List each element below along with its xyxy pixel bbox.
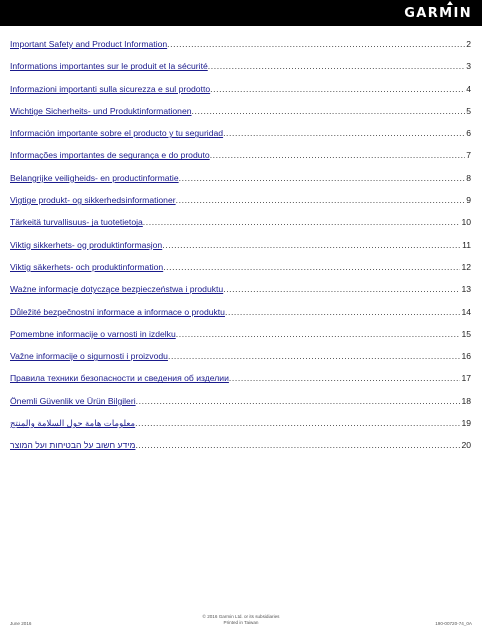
toc-entry-title[interactable]: Vigtige produkt- og sikkerhedsinformationer — [10, 195, 176, 206]
logo-text: GARMIN — [404, 6, 472, 21]
toc-entry-page: 18 — [461, 395, 471, 406]
toc-entry[interactable] — [10, 38, 471, 60]
toc-entry-title[interactable]: Informations importantes sur le produit et la sécurité — [10, 61, 208, 72]
toc-entry-title[interactable]: معلومات هامة حول السلامة والمنتج — [10, 418, 136, 429]
toc-leader-dots — [176, 194, 466, 206]
footer-date: June 2016 — [10, 621, 32, 626]
toc-entry-page: 15 — [461, 328, 471, 339]
toc-entry[interactable] — [10, 417, 471, 439]
toc-entry-page: 12 — [461, 261, 471, 272]
toc-leader-dots — [168, 350, 460, 362]
toc-entry[interactable] — [10, 194, 471, 216]
toc-entry[interactable] — [10, 149, 471, 171]
footer-part-number: 190-00720-74_0A — [435, 621, 472, 626]
toc-entry-title[interactable]: Informações importantes de segurança e do produto — [10, 150, 210, 161]
header-bar — [0, 0, 482, 26]
toc-entry-title[interactable]: Ważne informacje dotyczące bezpieczeństwa i produktu — [10, 284, 224, 295]
toc-leader-dots — [162, 239, 461, 251]
toc-entry-title[interactable]: Información importante sobre el producto y tu seguridad — [10, 128, 224, 139]
toc-leader-dots — [225, 306, 460, 318]
toc-entry-title[interactable]: מידע חשוב על הבטיחות ועל המוצר — [10, 440, 136, 451]
footer-center — [0, 614, 482, 626]
toc-entry-title[interactable]: Important Safety and Product Information — [10, 39, 168, 49]
toc-leader-dots — [223, 283, 460, 295]
toc-entry-page: 3 — [466, 61, 471, 72]
toc-entry[interactable] — [10, 60, 471, 82]
toc-entry[interactable] — [10, 261, 471, 283]
toc-entry[interactable] — [10, 306, 471, 328]
toc-entry-page: 11 — [462, 239, 471, 250]
toc-entry[interactable] — [10, 350, 471, 372]
toc-leader-dots — [176, 328, 461, 340]
toc-entry[interactable] — [10, 283, 471, 305]
toc-leader-dots — [192, 105, 466, 117]
toc-entry-page: 9 — [466, 195, 471, 206]
toc-leader-dots — [163, 261, 460, 273]
toc-entry-title[interactable]: Informazioni importanti sulla sicurezza e sul prodotto — [10, 83, 211, 94]
toc-leader-dots — [167, 38, 465, 50]
footer-copyright: © 2016 Garmin Ltd. or its subsidiaries — [202, 614, 280, 619]
toc-entry-title[interactable]: Pomembne informacije o varnosti in izdelku — [10, 328, 176, 339]
toc-leader-dots — [143, 216, 461, 228]
toc-entry-page: 6 — [466, 128, 471, 139]
toc-leader-dots — [135, 439, 460, 451]
toc-entry-page: 14 — [461, 306, 471, 317]
toc-entry-title[interactable]: Važne informacije o sigurnosti i proizvodu — [10, 351, 168, 362]
toc-entry-title[interactable]: Belangrijke veiligheids- en productinformatie — [10, 172, 179, 183]
table-of-contents — [10, 38, 471, 462]
toc-leader-dots — [229, 372, 461, 384]
toc-entry[interactable] — [10, 372, 471, 394]
footer-printed: Printed in Taiwan — [223, 620, 259, 625]
toc-entry[interactable] — [10, 239, 471, 261]
toc-leader-dots — [179, 172, 466, 184]
toc-entry-page: 8 — [466, 172, 471, 183]
toc-entry[interactable] — [10, 439, 471, 461]
toc-entry[interactable] — [10, 328, 471, 350]
toc-entry-page: 16 — [461, 351, 471, 362]
toc-leader-dots — [136, 395, 461, 407]
toc-entry-title[interactable]: Tärkeitä turvallisuus- ja tuotetietoja — [10, 217, 143, 228]
toc-leader-dots — [210, 149, 466, 161]
toc-entry[interactable] — [10, 395, 471, 417]
toc-leader-dots — [208, 60, 465, 72]
toc-entry[interactable] — [10, 127, 471, 149]
toc-entry-page: 17 — [461, 373, 471, 384]
toc-entry-title[interactable]: Önemli Güvenlik ve Ürün Bilgileri — [10, 395, 136, 406]
toc-entry[interactable] — [10, 216, 471, 238]
toc-entry-title[interactable]: Viktig säkerhets- och produktinformation — [10, 261, 164, 272]
logo-triangle-icon — [447, 1, 453, 5]
toc-entry-title[interactable]: Důležité bezpečnostní informace a informace o produktu — [10, 306, 225, 317]
toc-entry-title[interactable]: Правила техники безопасности и сведения об изделии — [10, 373, 229, 384]
toc-entry-page: 20 — [461, 440, 471, 451]
toc-entry-title[interactable]: Wichtige Sicherheits- und Produktinformationen — [10, 105, 192, 116]
toc-entry-page: 4 — [466, 83, 471, 94]
toc-entry-page: 7 — [466, 150, 471, 161]
toc-entry[interactable] — [10, 105, 471, 127]
toc-entry-page: 19 — [461, 418, 471, 429]
toc-entry-page: 5 — [466, 105, 471, 116]
toc-entry[interactable] — [10, 83, 471, 105]
toc-entry-title[interactable]: Viktig sikkerhets- og produktinformasjon — [10, 239, 163, 250]
toc-entry-page: 10 — [461, 217, 471, 228]
toc-entry[interactable] — [10, 172, 471, 194]
toc-entry-page: 2 — [466, 39, 471, 49]
toc-leader-dots — [135, 417, 460, 429]
toc-leader-dots — [223, 127, 465, 139]
toc-entry-page: 13 — [461, 284, 471, 295]
toc-leader-dots — [210, 83, 465, 95]
